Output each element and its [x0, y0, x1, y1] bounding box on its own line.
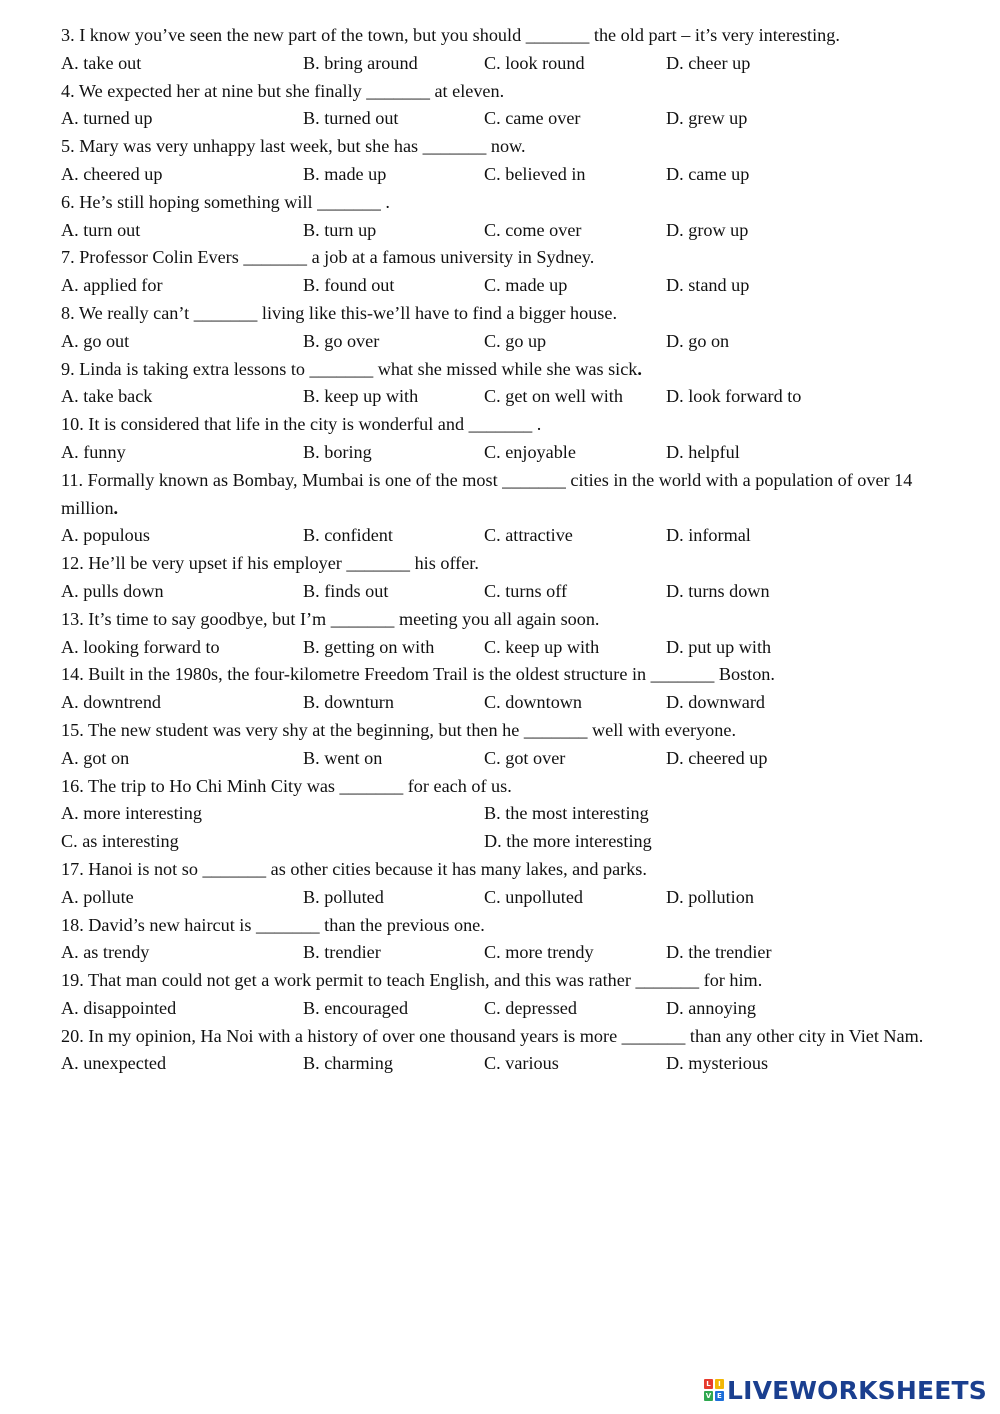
brand-name: LIVEWORKSHEETS: [726, 1375, 987, 1405]
option-d[interactable]: D. the trendier: [666, 942, 772, 963]
option-a[interactable]: A. unexpected: [61, 1053, 167, 1074]
question-number: 5: [61, 136, 71, 157]
question-number: 6: [61, 191, 71, 212]
option-b[interactable]: B. getting on with: [303, 636, 435, 657]
option-b[interactable]: B. turned out: [303, 108, 399, 129]
option-d[interactable]: D. the more interesting: [484, 831, 652, 852]
question-stem: Built in the 1980s, the four-kilometre Freedom Trail is the oldest structure in _______ Boston.: [88, 664, 775, 685]
question-stem: He’s still hoping something will _______ .: [79, 191, 390, 212]
option-d[interactable]: D. look forward to: [666, 386, 802, 407]
question-stem: It is considered that life in the city is wonderful and _______ .: [88, 414, 542, 435]
option-a[interactable]: A. downtrend: [61, 692, 162, 713]
options-row: [61, 105, 951, 133]
question-stem: That man could not get a work permit to teach English, and this was rather _______ for him.: [87, 970, 763, 991]
question-number: 11: [61, 469, 79, 490]
option-d[interactable]: D. cheered up: [666, 747, 768, 768]
question-9: 9. Linda is taking extra lessons to _______ what she missed while she was sick.: [61, 358, 642, 379]
option-a[interactable]: A. funny: [61, 441, 126, 462]
logo-tile-v: V: [705, 1392, 712, 1400]
option-d[interactable]: D. annoying: [666, 997, 756, 1018]
option-c[interactable]: C. more trendy: [484, 942, 594, 963]
option-d[interactable]: D. mysterious: [666, 1053, 769, 1074]
option-b[interactable]: B. made up: [303, 163, 387, 184]
option-b[interactable]: B. keep up with: [303, 386, 419, 407]
option-b[interactable]: B. downturn: [303, 692, 394, 713]
question-19: 19. That man could not get a work permit to teach English, and this was rather _______ for him.: [61, 970, 763, 991]
question-15: 15. The new student was very shy at the beginning, but then he _______ well with everyone.: [61, 719, 736, 740]
liveworksheets-brand: [704, 1376, 987, 1404]
option-c[interactable]: C. attractive: [484, 525, 573, 546]
question-number: 10: [61, 414, 80, 435]
options-row: [61, 995, 951, 1023]
option-a[interactable]: A. more interesting: [61, 803, 202, 824]
option-b[interactable]: B. found out: [303, 275, 395, 296]
question-number: 9: [61, 358, 71, 379]
question-number: 8: [61, 302, 71, 323]
options-row: [61, 1050, 951, 1078]
option-a[interactable]: A. turn out: [61, 219, 141, 240]
option-a[interactable]: A. as trendy: [61, 942, 150, 963]
options-row: [61, 217, 951, 245]
question-13: 13. It’s time to say goodbye, but I’m _______ meeting you all again soon.: [61, 608, 600, 629]
option-a[interactable]: A. turned up: [61, 108, 153, 129]
option-a[interactable]: A. cheered up: [61, 163, 163, 184]
options-row: [61, 939, 951, 967]
question-stem: The new student was very shy at the beginning, but then he _______ well with everyone.: [87, 719, 736, 740]
question-stem: Professor Colin Evers _______ a job at a famous university in Sydney.: [79, 247, 595, 268]
question-number: 4: [61, 80, 71, 101]
options-row: [61, 383, 951, 411]
question-stem: Hanoi is not so _______ as other cities because it has many lakes, and parks.: [88, 858, 647, 879]
question-stem: Formally known as Bombay, Mumbai is one of the most _______ cities in the world with a population of over 14 million: [61, 469, 913, 518]
question-7: 7. Professor Colin Evers _______ a job at a famous university in Sydney.: [61, 247, 595, 268]
question-number: 3: [61, 25, 71, 45]
question-stem: We expected her at nine but she finally _______ at eleven.: [78, 80, 505, 101]
option-c[interactable]: C. as interesting: [61, 831, 179, 852]
question-number: 19: [61, 970, 80, 991]
question-18: 18. David’s new haircut is _______ than the previous one.: [61, 914, 485, 935]
question-number: 18: [61, 914, 80, 935]
option-a[interactable]: A. pulls down: [61, 580, 164, 601]
option-d[interactable]: D. stand up: [666, 275, 750, 296]
question-stem: The trip to Ho Chi Minh City was _______ for each of us.: [87, 775, 512, 796]
options-row: [61, 161, 951, 189]
option-d[interactable]: D. grow up: [666, 219, 749, 240]
option-b[interactable]: B. boring: [303, 441, 372, 462]
options-row: [61, 328, 951, 356]
question-11: 11. Formally known as Bombay, Mumbai is one of the most _______ cities in the world with a population of over 14 million.: [61, 469, 913, 518]
question-3: 3. I know you’ve seen the new part of the town, but you should _______ the old part – it’s very interesting.: [61, 25, 840, 45]
logo-tile-l: L: [704, 1379, 713, 1389]
question-12: 12. He’ll be very upset if his employer _______ his offer.: [61, 553, 479, 574]
option-c[interactable]: C. got over: [484, 747, 566, 768]
question-10: 10. It is considered that life in the city is wonderful and _______ .: [61, 414, 542, 435]
question-number: 20: [61, 1025, 80, 1046]
option-d[interactable]: D. turns down: [666, 580, 770, 601]
option-d[interactable]: D. put up with: [666, 636, 772, 657]
option-d[interactable]: D. grew up: [666, 108, 748, 129]
question-number: 14: [61, 664, 80, 685]
options-row: [61, 828, 951, 856]
option-c[interactable]: C. unpolluted: [484, 886, 584, 907]
options-row: [61, 745, 951, 773]
options-row: [61, 439, 951, 467]
option-d[interactable]: D. go on: [666, 330, 730, 351]
option-b[interactable]: B. charming: [303, 1053, 393, 1074]
option-c[interactable]: C. turns off: [484, 580, 568, 601]
option-a[interactable]: A. populous: [61, 525, 150, 546]
option-c[interactable]: C. made up: [484, 275, 568, 296]
option-d[interactable]: D. came up: [666, 163, 750, 184]
options-row: [61, 272, 951, 300]
option-b[interactable]: B. trendier: [303, 942, 381, 963]
options-row: [61, 689, 951, 717]
options-row: [61, 50, 951, 78]
option-a[interactable]: A. take back: [61, 386, 153, 407]
option-c[interactable]: C. came over: [484, 108, 581, 129]
option-c[interactable]: C. come over: [484, 219, 582, 240]
question-stem: We really can’t _______ living like this-we’ll have to find a bigger house.: [78, 302, 617, 323]
option-c[interactable]: C. enjoyable: [484, 441, 576, 462]
option-c[interactable]: C. keep up with: [484, 636, 600, 657]
option-b[interactable]: B. bring around: [303, 52, 418, 73]
question-number: 13: [61, 608, 80, 629]
option-a[interactable]: A. pollute: [61, 886, 134, 907]
option-b[interactable]: B. turn up: [303, 219, 377, 240]
question-stem: Mary was very unhappy last week, but she has _______ now.: [79, 136, 526, 157]
option-a[interactable]: A. go out: [61, 330, 130, 351]
question-17: 17. Hanoi is not so _______ as other cities because it has many lakes, and parks.: [61, 858, 647, 879]
worksheet: [61, 22, 951, 1078]
option-c[interactable]: C. downtown: [484, 692, 583, 713]
question-number: 15: [61, 719, 80, 740]
question-20: 20. In my opinion, Ha Noi with a history of over one thousand years is more _______ than any other city in Viet Nam.: [61, 1025, 924, 1046]
option-c[interactable]: C. depressed: [484, 997, 577, 1018]
logo-tile-i: I: [715, 1379, 724, 1389]
question-stem: I know you’ve seen the new part of the town, but you should _______ the old part – it’s very interesting.: [79, 25, 840, 45]
question-16: 16. The trip to Ho Chi Minh City was _______ for each of us.: [61, 775, 512, 796]
option-d[interactable]: D. pollution: [666, 886, 754, 907]
question-number: 17: [61, 858, 80, 879]
question-number: 16: [61, 775, 80, 796]
question-stem: It’s time to say goodbye, but I’m _______ meeting you all again soon.: [88, 608, 600, 629]
option-d[interactable]: D. informal: [666, 525, 751, 546]
option-a[interactable]: A. take out: [61, 52, 142, 73]
question-number: 12: [61, 553, 80, 574]
options-row: [61, 800, 951, 828]
question-stem: Linda is taking extra lessons to _______ what she missed while she was sick: [79, 358, 638, 379]
option-b[interactable]: B. went on: [303, 747, 383, 768]
question-8: 8. We really can’t _______ living like this-we’ll have to find a bigger house.: [61, 302, 617, 323]
option-b[interactable]: B. go over: [303, 330, 380, 351]
options-row: [61, 522, 951, 550]
option-b[interactable]: B. polluted: [303, 886, 384, 907]
option-b[interactable]: B. the most interesting: [484, 803, 649, 824]
question-4: 4. We expected her at nine but she finally _______ at eleven.: [61, 80, 505, 101]
logo-tile-e: E: [715, 1391, 724, 1401]
question-number: 7: [61, 247, 71, 268]
question-stem: In my opinion, Ha Noi with a history of over one thousand years is more _______ than any other city in Viet Nam.: [88, 1025, 924, 1046]
option-c[interactable]: C. believed in: [484, 163, 586, 184]
question-stem: He’ll be very upset if his employer _______ his offer.: [88, 553, 479, 574]
option-b[interactable]: B. finds out: [303, 580, 389, 601]
option-c[interactable]: C. get on well with: [484, 386, 623, 407]
option-a[interactable]: A. looking forward to: [61, 636, 220, 657]
question-stem: David’s new haircut is _______ than the previous one.: [88, 914, 485, 935]
question-14: 14. Built in the 1980s, the four-kilometre Freedom Trail is the oldest structure in _______ Boston.: [61, 664, 775, 685]
option-c[interactable]: C. look round: [484, 52, 585, 73]
option-d[interactable]: D. downward: [666, 692, 766, 713]
option-b[interactable]: B. encouraged: [303, 997, 409, 1018]
options-row: [61, 884, 951, 912]
option-d[interactable]: D. helpful: [666, 441, 740, 462]
options-row: [61, 578, 951, 606]
option-a[interactable]: A. applied for: [61, 275, 163, 296]
liveworksheets-logo-icon: [704, 1379, 724, 1401]
question-5: 5. Mary was very unhappy last week, but she has _______ now.: [61, 136, 526, 157]
options-row: [61, 634, 951, 662]
option-c[interactable]: C. various: [484, 1053, 559, 1074]
question-6: 6. He’s still hoping something will _______ .: [61, 191, 390, 212]
option-a[interactable]: A. got on: [61, 747, 130, 768]
question-end-mark: .: [113, 497, 119, 518]
option-c[interactable]: C. go up: [484, 330, 547, 351]
option-a[interactable]: A. disappointed: [61, 997, 177, 1018]
option-b[interactable]: B. confident: [303, 525, 393, 546]
question-end-mark: .: [637, 358, 642, 379]
option-d[interactable]: D. cheer up: [666, 52, 751, 73]
